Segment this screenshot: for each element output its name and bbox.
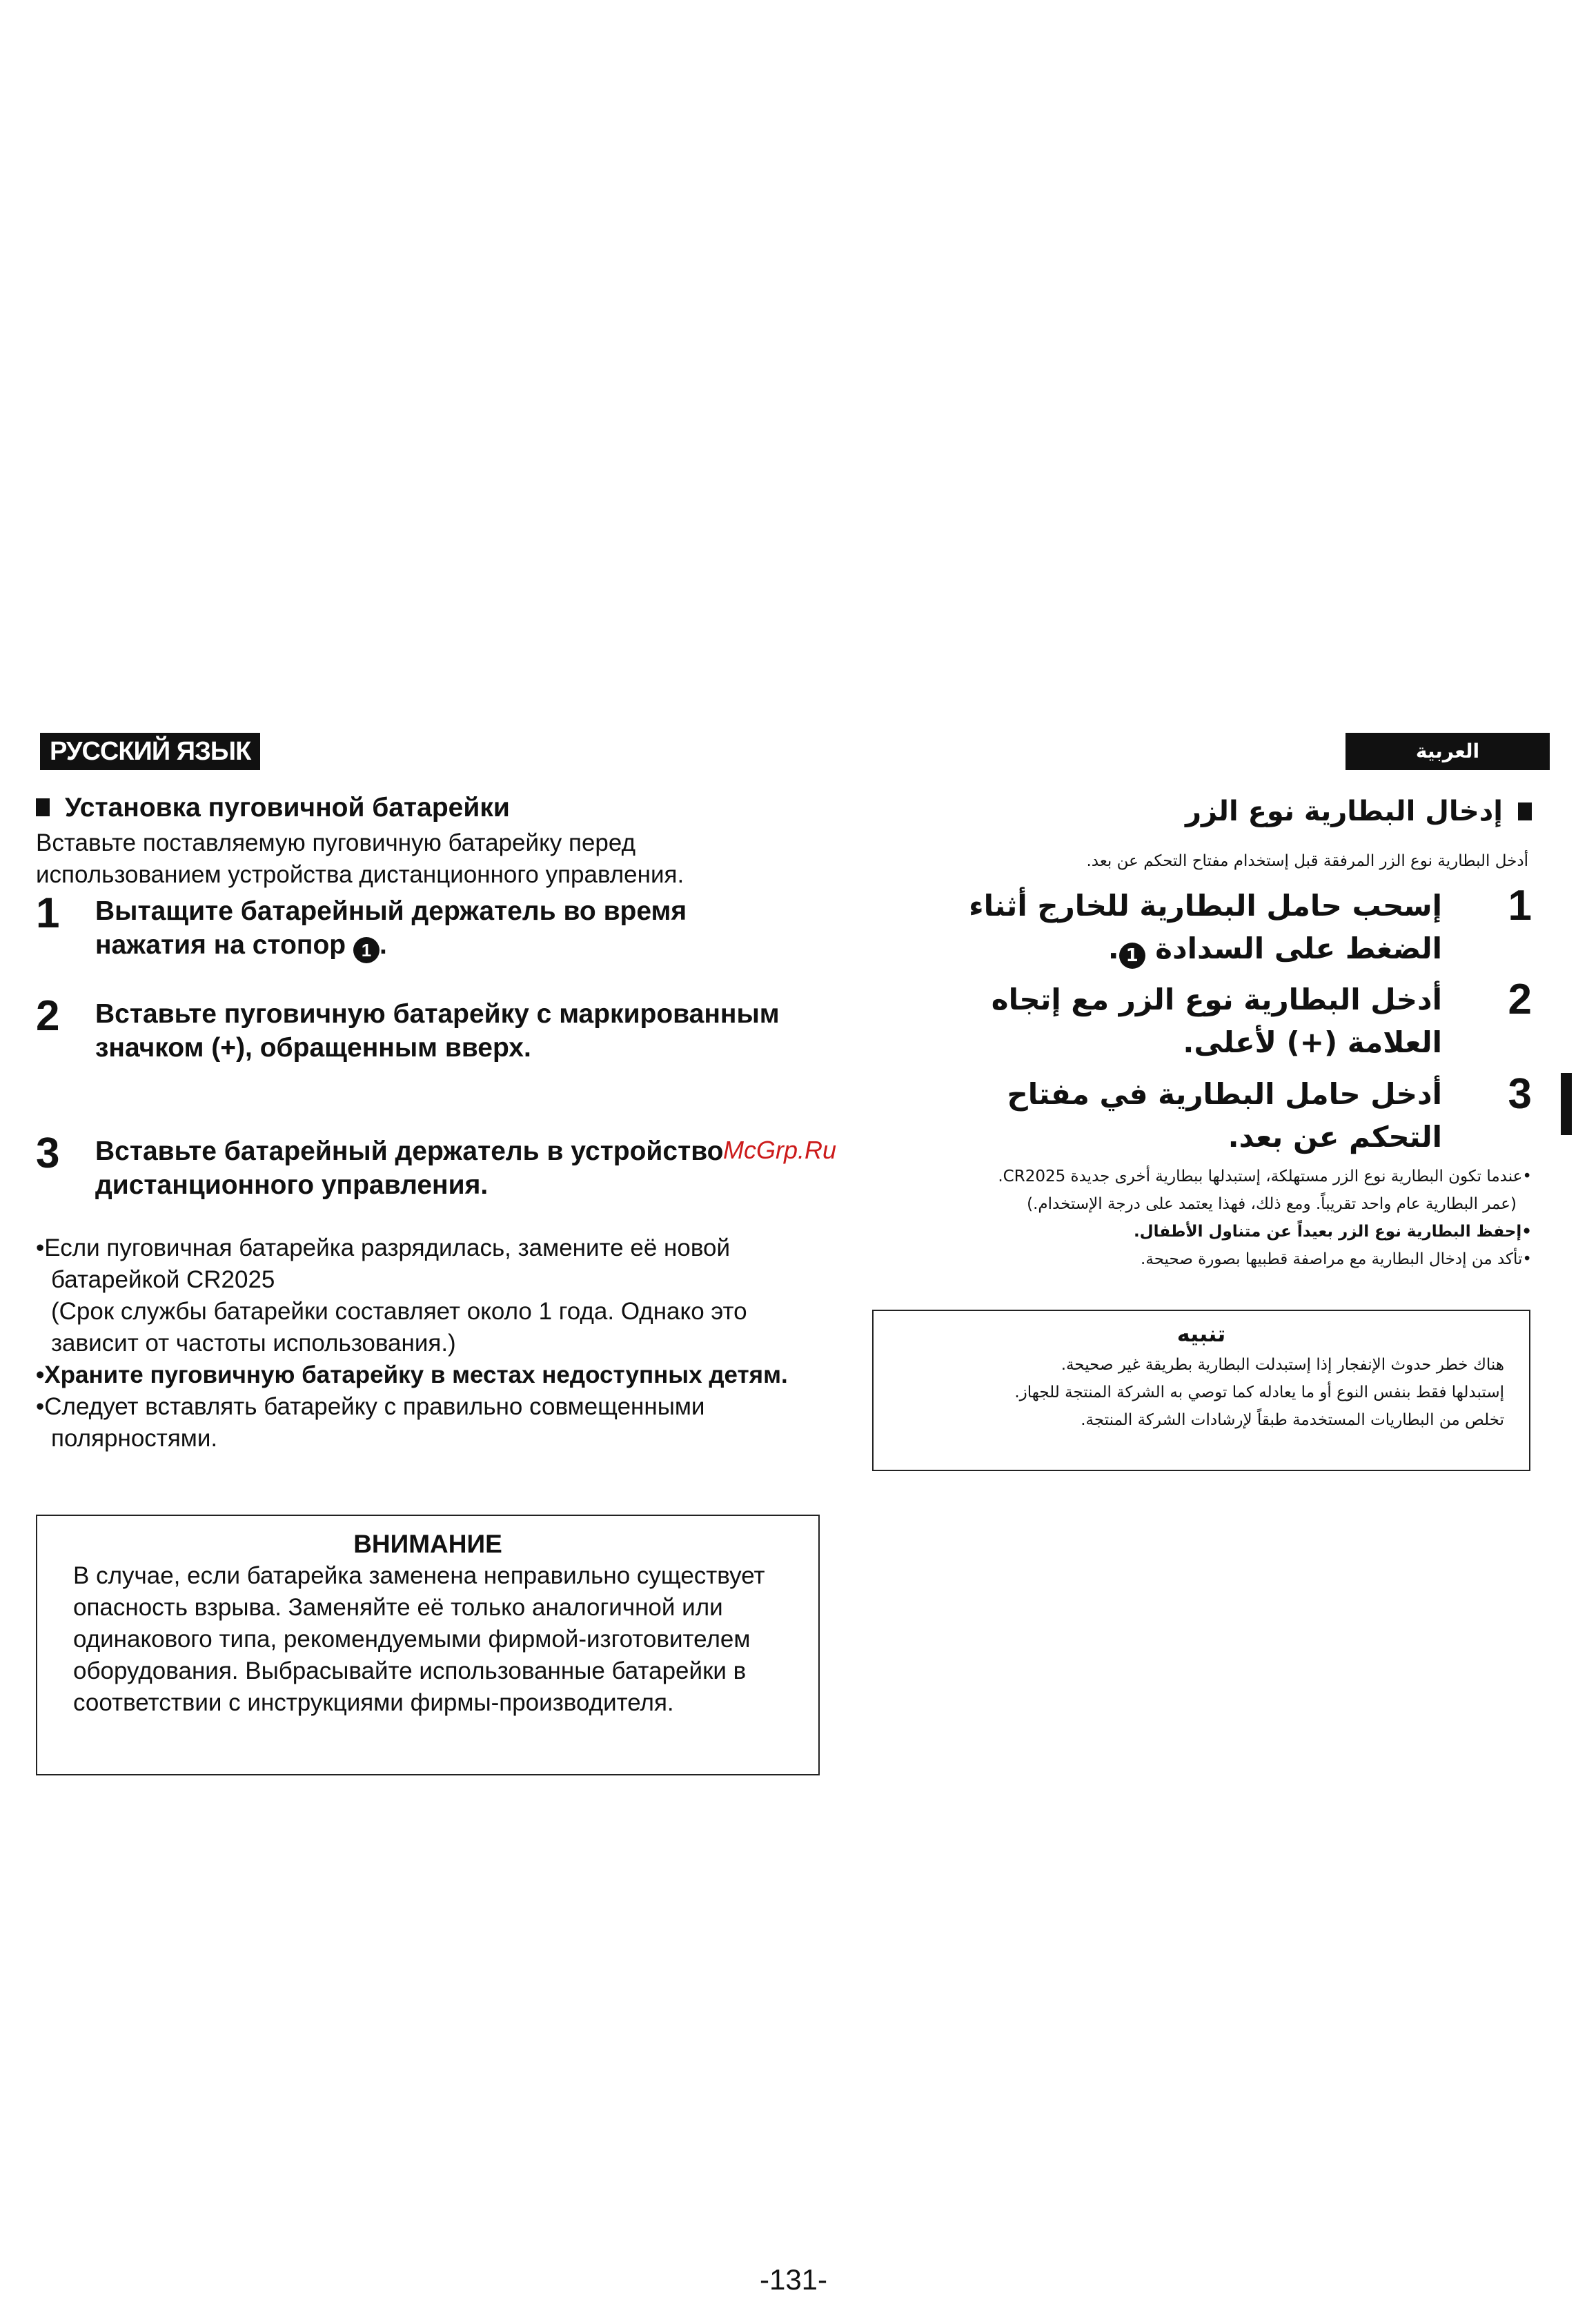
step-3-russian (36, 1130, 822, 1202)
list-item: •Следует вставлять батарейку с правильно совмещенными полярностями. (36, 1393, 705, 1452)
section-title-russian: Установка пуговичной батарейки (36, 791, 822, 825)
language-tab-russian: РУССКИЙ ЯЗЫК (40, 733, 260, 770)
section-side-marker (1561, 1073, 1572, 1135)
list-item: •Если пуговичная батарейка разрядилась, замените её новой батарейкой CR2025 (36, 1234, 731, 1293)
step-text: Вставьте батарейный держатель в устройство дистанционного управления. (95, 1136, 724, 1200)
caution-box-arabic (872, 1310, 1530, 1471)
step-number: 1 (1508, 882, 1532, 929)
step-2-arabic (897, 978, 1532, 1064)
caution-line: هناك خطر حدوث الإنفجار إذا إستبدلت البطارية بطريقة غير صحيحة. (1061, 1356, 1504, 1374)
step-text: أدخل حامل البطارية في مفتاح التحكم عن بعد. (1007, 1077, 1442, 1154)
caution-title: ВНИМАНИЕ (353, 1530, 502, 1558)
list-item: •عندما تكون البطارية نوع الزر مستهلكة، إستبدلها ببطارية أخرى جديدة CR2025. (998, 1168, 1532, 1185)
step-1-arabic: 1 إسحب حامل البطارية للخارج أثناء الضغط على السدادة 1. (897, 885, 1532, 970)
caution-box-russian (36, 1515, 820, 1775)
square-bullet-icon (36, 798, 50, 816)
step-text: Вставьте пуговичную батарейку с маркированным значком (+), обращенным вверх. (95, 999, 780, 1063)
step-3-arabic (897, 1070, 1532, 1159)
language-tab-arabic: العربية (1346, 733, 1550, 770)
list-item: (عمر البطارية عام واحد تقريباً. ومع ذلك، فهذا يعتمد على درجة الإستخدام.) (1027, 1195, 1517, 1213)
step-number: 1 (36, 889, 60, 937)
section-title-arabic: إدخال البطارية نوع الزر (869, 794, 1532, 829)
watermark-text: McGrp.Ru (723, 1136, 837, 1164)
intro-text-arabic: أدخل البطارية نوع الزر المرفقة قبل إستخدام مفتاح التحكم عن بعد. (1086, 852, 1528, 870)
intro-text-russian: Вставьте поставляемую пуговичную батарейку перед использованием устройства дистанционного управления. (36, 829, 684, 888)
caution-title: تنبيه (1176, 1321, 1226, 1347)
step-number: 3 (36, 1130, 60, 1177)
notes-arabic (876, 1163, 1532, 1273)
list-item: (Срок службы батарейки составляет около 1 года. Однако это зависит от частоты использования.) (51, 1298, 747, 1357)
step-number: 2 (1508, 976, 1532, 1023)
stopper-marker-icon: 1 (353, 937, 379, 963)
step-number: 3 (1508, 1070, 1532, 1118)
list-item: •إحفظ البطارية نوع الزر بعيداً عن متناول الأطفال. (1133, 1223, 1532, 1241)
step-number: 2 (36, 992, 60, 1040)
caution-line: إستبدلها فقط بنفس النوع أو ما يعادله كما توصي به الشركة المنتجة للجهاز. (1014, 1383, 1504, 1401)
stopper-marker-icon: 1 (1119, 943, 1145, 969)
step-text: أدخل البطارية نوع الزر مع إتجاه العلامة (+) لأعلى. (991, 983, 1442, 1059)
square-bullet-icon (1518, 802, 1532, 820)
step-text: إسحب حامل البطارية للخارج أثناء الضغط على السدادة (969, 889, 1442, 965)
list-item: •Храните пуговичную батарейку в местах недоступных детям. (36, 1361, 788, 1388)
notes-russian (36, 1232, 816, 1455)
step-1-russian: 1 Вытащите батарейный держатель во время нажатия на стопор 1 . (36, 893, 822, 963)
step-text: Вытащите батарейный держатель во время нажатия на стопор (95, 896, 687, 960)
caution-line: تخلص من البطاريات المستخدمة طبقاً لإرشادات الشركة المنتجة. (1081, 1411, 1504, 1429)
step-2-russian (36, 992, 822, 1065)
page-number: -131- (759, 2263, 828, 2296)
caution-text: В случае, если батарейка заменена неправильно существует опасность взрыва. Заменяйте её только аналогичной или одинакового типа, рекомендуемыми фирмой-изготовителем оборудования. Выбрасывайте использованные батарейки в соответствии с инструкциями фирмы-производителя. (73, 1562, 765, 1716)
list-item: •تأكد من إدخال البطارية مع مراصفة قطبيها بصورة صحيحة. (1141, 1250, 1532, 1268)
